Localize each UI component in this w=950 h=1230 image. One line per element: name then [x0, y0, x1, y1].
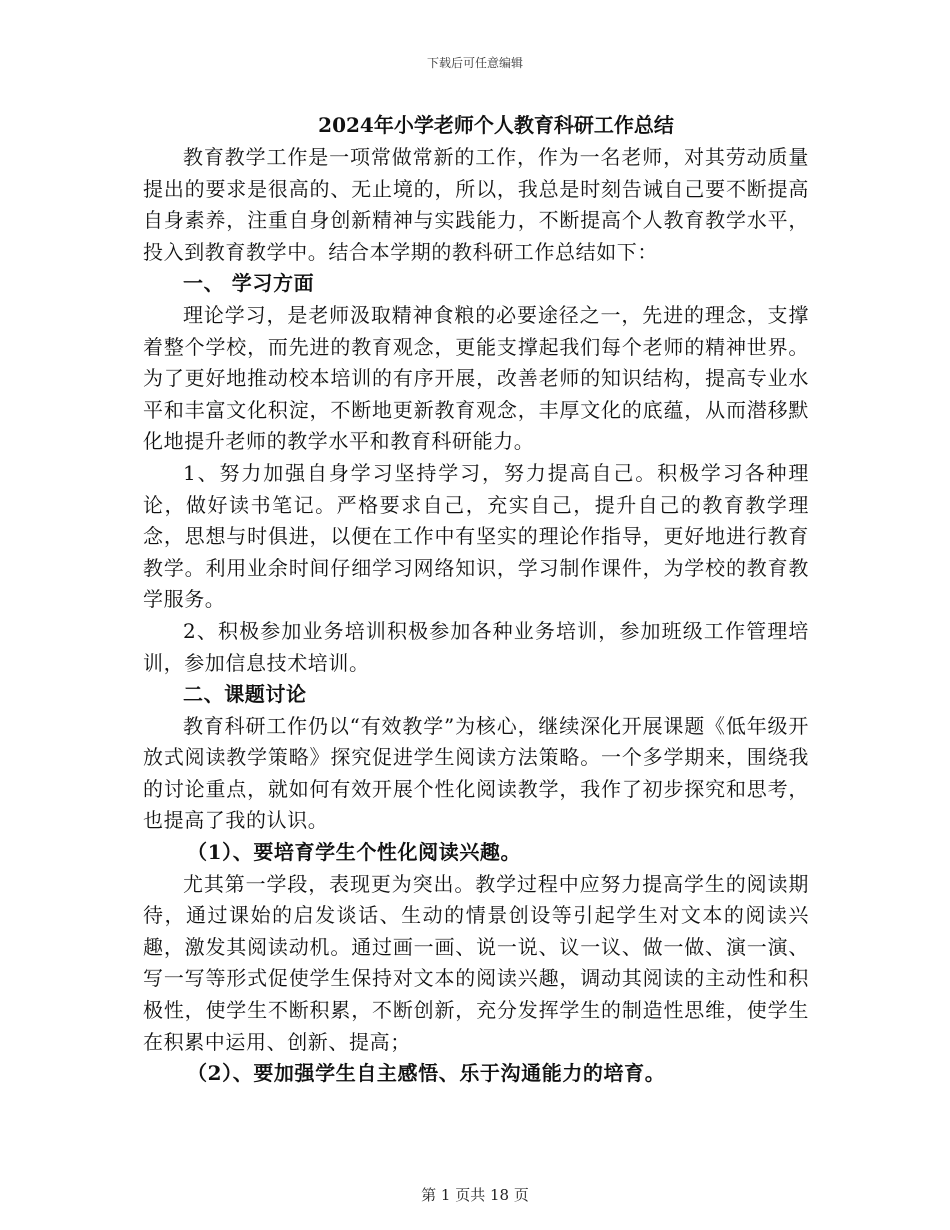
self-study-paragraph: 1、努力加强自身学习坚持学习，努力提高自己。积极学习各种理论，做好读书笔记。严格要求自己，充实自己，提升自己的教育教学理念，思想与时俱进，以便在工作中有坚实的理论作指导，更好地进行教育教学。利用业余时间仔细学习网络知识，学习制作课件，为学校的教育教学服务。	[143, 460, 809, 612]
subheading-communication: （2）、要加强学生自主感悟、乐于沟通能力的培育。	[187, 1061, 666, 1086]
page-header-note: 下载后可任意编辑	[426, 56, 523, 70]
section-heading-study: 一、 学习方面	[183, 271, 315, 296]
document-body	[143, 108, 809, 1090]
page-number-footer: 第 1 页共 18 页	[421, 1186, 529, 1204]
document-title: 2024年小学老师个人教育科研工作总结	[318, 113, 674, 137]
intro-paragraph: 教育教学工作是一项常做常新的工作，作为一名老师，对其劳动质量提出的要求是很高的、无止境的，所以，我总是时刻告诫自己要不断提高自身素养，注重自身创新精神与实践能力，不断提高个人教育教学水平，投入到教育教学中。结合本学期的教科研工作总结如下：	[143, 145, 809, 264]
training-paragraph: 2、积极参加业务培训积极参加各种业务培训，参加班级工作管理培训，参加信息技术培训。	[143, 618, 809, 675]
interest-paragraph: 尤其第一学段，表现更为突出。教学过程中应努力提高学生的阅读期待，通过课始的启发谈话、生动的情景创设等引起学生对文本的阅读兴趣，激发其阅读动机。通过画一画、说一说、议一议、做一做、演一演、写一写等形式促使学生保持对文本的阅读兴趣，调动其阅读的主动性和积极性，使学生不断积累，不断创新，充分发挥学生的制造性思维，使学生在积累中运用、创新、提高；	[143, 871, 809, 1054]
section-heading-research: 二、课题讨论	[183, 682, 307, 707]
theory-paragraph: 理论学习，是老师汲取精神食粮的必要途径之一，先进的理念，支撑着整个学校，而先进的教育观念，更能支撑起我们每个老师的精神世界。为了更好地推动校本培训的有序开展，改善老师的知识结构，提高专业水平和丰富文化积淀，不断地更新教育观念，丰厚文化的底蕴，从而潜移默化地提升老师的教学水平和教育科研能力。	[143, 302, 809, 454]
research-paragraph: 教育科研工作仍以“有效教学”为核心，继续深化开展课题《低年级开放式阅读教学策略》探究促进学生阅读方法策略。一个多学期来，围绕我的讨论重点，就如何有效开展个性化阅读教学，我作了初步探究和思考，也提高了我的认识。	[143, 713, 809, 833]
subheading-interest: （1）、要培育学生个性化阅读兴趣。	[187, 840, 522, 865]
